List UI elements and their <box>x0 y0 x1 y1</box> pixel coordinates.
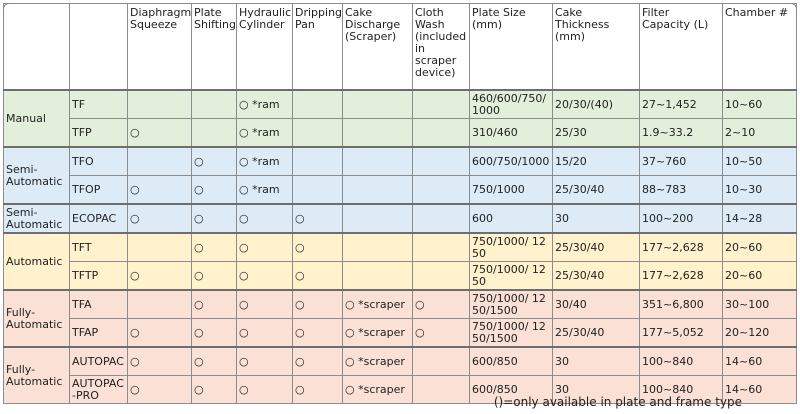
cake-cell: 25/30/40 <box>553 233 640 262</box>
chamber-cell: 30~100 <box>723 290 797 319</box>
wash-cell <box>413 262 470 291</box>
hydraulic-cell: ○ *ram <box>237 147 293 176</box>
plate-cell: 750/1000/ 1250/1500 <box>470 319 553 348</box>
cake-cell: 25/30/40 <box>553 176 640 205</box>
wash-cell <box>413 90 470 119</box>
scraper-cell: ○ *scraper <box>343 319 413 348</box>
capacity-cell: 100~840 <box>640 376 723 404</box>
cake-cell: 15/20 <box>553 147 640 176</box>
model-cell: TF <box>70 90 128 119</box>
pan-cell: ○ <box>293 204 343 233</box>
diaphragm-cell: ○ <box>128 347 192 376</box>
hydraulic-cell: ○ <box>237 347 293 376</box>
wash-cell <box>413 119 470 148</box>
header-diaphragm: Diaphragm Squeeze <box>128 4 192 91</box>
table-row <box>4 119 797 148</box>
chamber-cell: 14~28 <box>723 204 797 233</box>
plate-cell: 600/850 <box>470 376 553 404</box>
capacity-cell: 177~2,628 <box>640 233 723 262</box>
header-pan: Dripping Pan <box>293 4 343 91</box>
pan-cell: ○ <box>293 319 343 348</box>
wash-cell <box>413 147 470 176</box>
scraper-cell: ○ *scraper <box>343 376 413 404</box>
table-row <box>4 319 797 348</box>
capacity-cell: 1.9~33.2 <box>640 119 723 148</box>
model-cell: TFTP <box>70 262 128 291</box>
cake-cell: 20/30/(40) <box>553 90 640 119</box>
header-plate: Plate Size (mm) <box>470 4 553 91</box>
plate-cell: 600/750/1000 <box>470 147 553 176</box>
shifting-cell: ○ <box>192 233 237 262</box>
category-cell: Manual <box>4 90 70 147</box>
header-model <box>70 4 128 91</box>
hydraulic-cell: ○ <box>237 376 293 404</box>
plate-cell: 750/1000/ 1250 <box>470 233 553 262</box>
header-scraper: Cake Discharge (Scraper) <box>343 4 413 91</box>
scraper-cell <box>343 119 413 148</box>
header-capacity: Filter Capacity (L) <box>640 4 723 91</box>
pan-cell: ○ <box>293 262 343 291</box>
model-cell: TFT <box>70 233 128 262</box>
capacity-cell: 27~1,452 <box>640 90 723 119</box>
capacity-cell: 37~760 <box>640 147 723 176</box>
pan-cell: ○ <box>293 290 343 319</box>
diaphragm-cell <box>128 233 192 262</box>
plate-cell: 750/1000 <box>470 176 553 205</box>
capacity-cell: 100~200 <box>640 204 723 233</box>
chamber-cell: 20~120 <box>723 319 797 348</box>
category-cell: Fully-Automatic <box>4 347 70 404</box>
chamber-cell: 10~30 <box>723 176 797 205</box>
diaphragm-cell: ○ <box>128 176 192 205</box>
pan-cell: ○ <box>293 233 343 262</box>
cake-cell: 25/30 <box>553 119 640 148</box>
cake-cell: 30/40 <box>553 290 640 319</box>
cake-cell: 30 <box>553 376 640 404</box>
pan-cell <box>293 119 343 148</box>
table-row <box>4 147 797 176</box>
model-cell: TFA <box>70 290 128 319</box>
header-cake: Cake Thickness (mm) <box>553 4 640 91</box>
shifting-cell: ○ <box>192 176 237 205</box>
shifting-cell: ○ <box>192 376 237 404</box>
shifting-cell: ○ <box>192 204 237 233</box>
model-cell: TFOP <box>70 176 128 205</box>
capacity-cell: 88~783 <box>640 176 723 205</box>
wash-cell: ○ <box>413 290 470 319</box>
cake-cell: 30 <box>553 204 640 233</box>
shifting-cell <box>192 90 237 119</box>
scraper-cell <box>343 147 413 176</box>
category-cell: Semi-Automatic <box>4 147 70 204</box>
diaphragm-cell: ○ <box>128 319 192 348</box>
shifting-cell <box>192 119 237 148</box>
category-cell: Fully-Automatic <box>4 290 70 347</box>
pan-cell: ○ <box>293 376 343 404</box>
wash-cell <box>413 347 470 376</box>
header-category <box>4 4 70 91</box>
table-row <box>4 262 797 291</box>
diaphragm-cell: ○ <box>128 262 192 291</box>
model-cell: TFAP <box>70 319 128 348</box>
pan-cell: ○ <box>293 347 343 376</box>
header-chamber: Chamber # <box>723 4 797 91</box>
model-cell: AUTOPAC -PRO <box>70 376 128 404</box>
shifting-cell: ○ <box>192 290 237 319</box>
footnote: ()=only available in plate and frame type <box>493 395 742 409</box>
pan-cell <box>293 147 343 176</box>
chamber-cell: 2~10 <box>723 119 797 148</box>
plate-cell: 460/600/750/1000 <box>470 90 553 119</box>
scraper-cell <box>343 176 413 205</box>
shifting-cell: ○ <box>192 319 237 348</box>
wash-cell <box>413 204 470 233</box>
capacity-cell: 100~840 <box>640 347 723 376</box>
capacity-cell: 177~2,628 <box>640 262 723 291</box>
table-row <box>4 204 797 233</box>
diaphragm-cell: ○ <box>128 376 192 404</box>
hydraulic-cell: ○ <box>237 319 293 348</box>
diaphragm-cell: ○ <box>128 119 192 148</box>
hydraulic-cell: ○ <box>237 262 293 291</box>
hydraulic-cell: ○ *ram <box>237 176 293 205</box>
scraper-cell <box>343 262 413 291</box>
scraper-cell <box>343 90 413 119</box>
wash-cell: ○ <box>413 319 470 348</box>
chamber-cell: 10~60 <box>723 90 797 119</box>
category-cell: Automatic <box>4 233 70 290</box>
model-cell: ECOPAC <box>70 204 128 233</box>
scraper-cell <box>343 233 413 262</box>
scraper-cell <box>343 204 413 233</box>
cake-cell: 25/30/40 <box>553 319 640 348</box>
pan-cell <box>293 176 343 205</box>
hydraulic-cell: ○ <box>237 290 293 319</box>
chamber-cell: 14~60 <box>723 376 797 404</box>
scraper-cell: ○ *scraper <box>343 290 413 319</box>
wash-cell <box>413 176 470 205</box>
plate-cell: 750/1000/ 1250/1500 <box>470 290 553 319</box>
table-row <box>4 90 797 119</box>
shifting-cell: ○ <box>192 147 237 176</box>
plate-cell: 310/460 <box>470 119 553 148</box>
header-wash: Cloth Wash (included in scraper device) <box>413 4 470 91</box>
table-row <box>4 176 797 205</box>
spec-table <box>3 3 797 404</box>
hydraulic-cell: ○ <box>237 204 293 233</box>
chamber-cell: 20~60 <box>723 233 797 262</box>
capacity-cell: 351~6,800 <box>640 290 723 319</box>
table-row <box>4 233 797 262</box>
category-cell: Semi-Automatic <box>4 204 70 233</box>
cake-cell: 30 <box>553 347 640 376</box>
plate-cell: 600/850 <box>470 347 553 376</box>
table-row <box>4 347 797 376</box>
scraper-cell: ○ *scraper <box>343 347 413 376</box>
shifting-cell: ○ <box>192 347 237 376</box>
chamber-cell: 10~50 <box>723 147 797 176</box>
wash-cell <box>413 376 470 404</box>
cake-cell: 25/30/40 <box>553 262 640 291</box>
chamber-cell: 20~60 <box>723 262 797 291</box>
table-row <box>4 290 797 319</box>
hydraulic-cell: ○ <box>237 233 293 262</box>
plate-cell: 750/1000/ 1250 <box>470 262 553 291</box>
model-cell: TFO <box>70 147 128 176</box>
model-cell: AUTOPAC <box>70 347 128 376</box>
header-row <box>4 4 797 91</box>
capacity-cell: 177~5,052 <box>640 319 723 348</box>
wash-cell <box>413 233 470 262</box>
diaphragm-cell: ○ <box>128 204 192 233</box>
chamber-cell: 14~60 <box>723 347 797 376</box>
pan-cell <box>293 90 343 119</box>
header-shifting: Plate Shifting <box>192 4 237 91</box>
header-hydraulic: Hydraulic Cylinder <box>237 4 293 91</box>
diaphragm-cell <box>128 290 192 319</box>
shifting-cell: ○ <box>192 262 237 291</box>
diaphragm-cell <box>128 90 192 119</box>
hydraulic-cell: ○ *ram <box>237 90 293 119</box>
hydraulic-cell: ○ *ram <box>237 119 293 148</box>
diaphragm-cell <box>128 147 192 176</box>
plate-cell: 600 <box>470 204 553 233</box>
model-cell: TFP <box>70 119 128 148</box>
